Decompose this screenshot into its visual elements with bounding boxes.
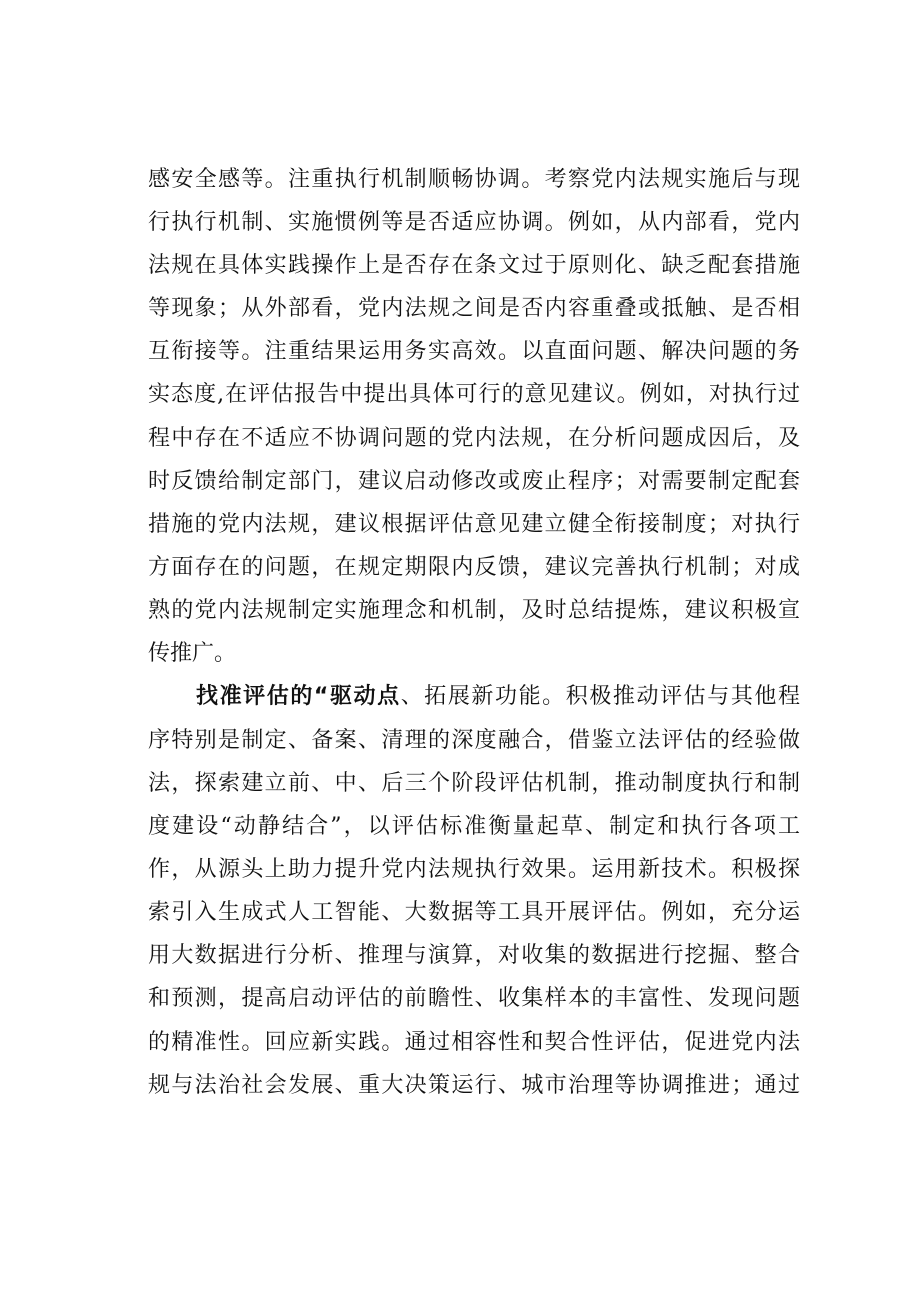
- paragraph-2-heading: 找准评估的“驱动点: [196, 684, 401, 709]
- paragraph-2-line-2: 序特别是制定、备案、清理的深度融合，借鉴立法评估的经验做: [148, 728, 800, 753]
- paragraph-1-line-4: 等现象；从外部看，党内法规之间是否内容重叠或抵触、是否相: [148, 296, 800, 321]
- paragraph-1-line-2: 行执行机制、实施惯例等是否适应协调。例如，从内部看，党内: [148, 210, 800, 235]
- paragraph-1-line-12: 传推广。: [148, 641, 237, 666]
- paragraph-1-line-6: 实态度,在评估报告中提出具体可行的意见建议。例如，对执行过: [148, 382, 800, 407]
- paragraph-1-line-11: 熟的党内法规制定实施理念和机制，及时总结提炼，建议积极宣: [148, 598, 800, 623]
- paragraph-1-line-8: 时反馈给制定部门，建议启动修改或废止程序；对需要制定配套: [148, 469, 800, 494]
- paragraph-1-line-9: 措施的党内法规，建议根据评估意见建立健全衔接制度；对执行: [148, 512, 800, 537]
- paragraph-2-line-6: 索引入生成式人工智能、大数据等工具开展评估。例如，充分运: [148, 900, 800, 925]
- paragraph-2-line-4: 度建设“动静结合”，以评估标准衡量起草、制定和执行各项工: [148, 814, 800, 839]
- paragraph-1-line-5: 互衔接等。注重结果运用务实高效。以直面问题、解决问题的务: [148, 339, 800, 364]
- paragraph-1-line-10: 方面存在的问题，在规定期限内反馈，建议完善执行机制；对成: [148, 555, 800, 580]
- paragraph-1-line-7: 程中存在不适应不协调问题的党内法规，在分析问题成因后，及: [148, 426, 800, 451]
- paragraph-2-line-7: 用大数据进行分析、推理与演算，对收集的数据进行挖掘、整合: [148, 943, 800, 968]
- paragraph-1-line-3: 法规在具体实践操作上是否存在条文过于原则化、缺乏配套措施: [148, 253, 800, 278]
- paragraph-2-line-1: [196, 682, 800, 712]
- paragraph-2-line-5: 作，从源头上助力提升党内法规执行效果。运用新技术。积极探: [148, 857, 800, 882]
- paragraph-2-first-line-text: 、拓展新功能。积极推动评估与其他程: [400, 684, 800, 709]
- paragraph-2-line-9: 的精准性。回应新实践。通过相容性和契合性评估，促进党内法: [148, 1030, 800, 1055]
- paragraph-2-line-3: 法，探索建立前、中、后三个阶段评估机制，推动制度执行和制: [148, 771, 800, 796]
- paragraph-2-line-10: 规与法治社会发展、重大决策运行、城市治理等协调推进；通过: [148, 1073, 800, 1098]
- paragraph-2-line-8: 和预测，提高启动评估的前瞻性、收集样本的丰富性、发现问题: [148, 986, 800, 1011]
- paragraph-1-line-1: 感安全感等。注重执行机制顺畅协调。考察党内法规实施后与现: [148, 167, 800, 192]
